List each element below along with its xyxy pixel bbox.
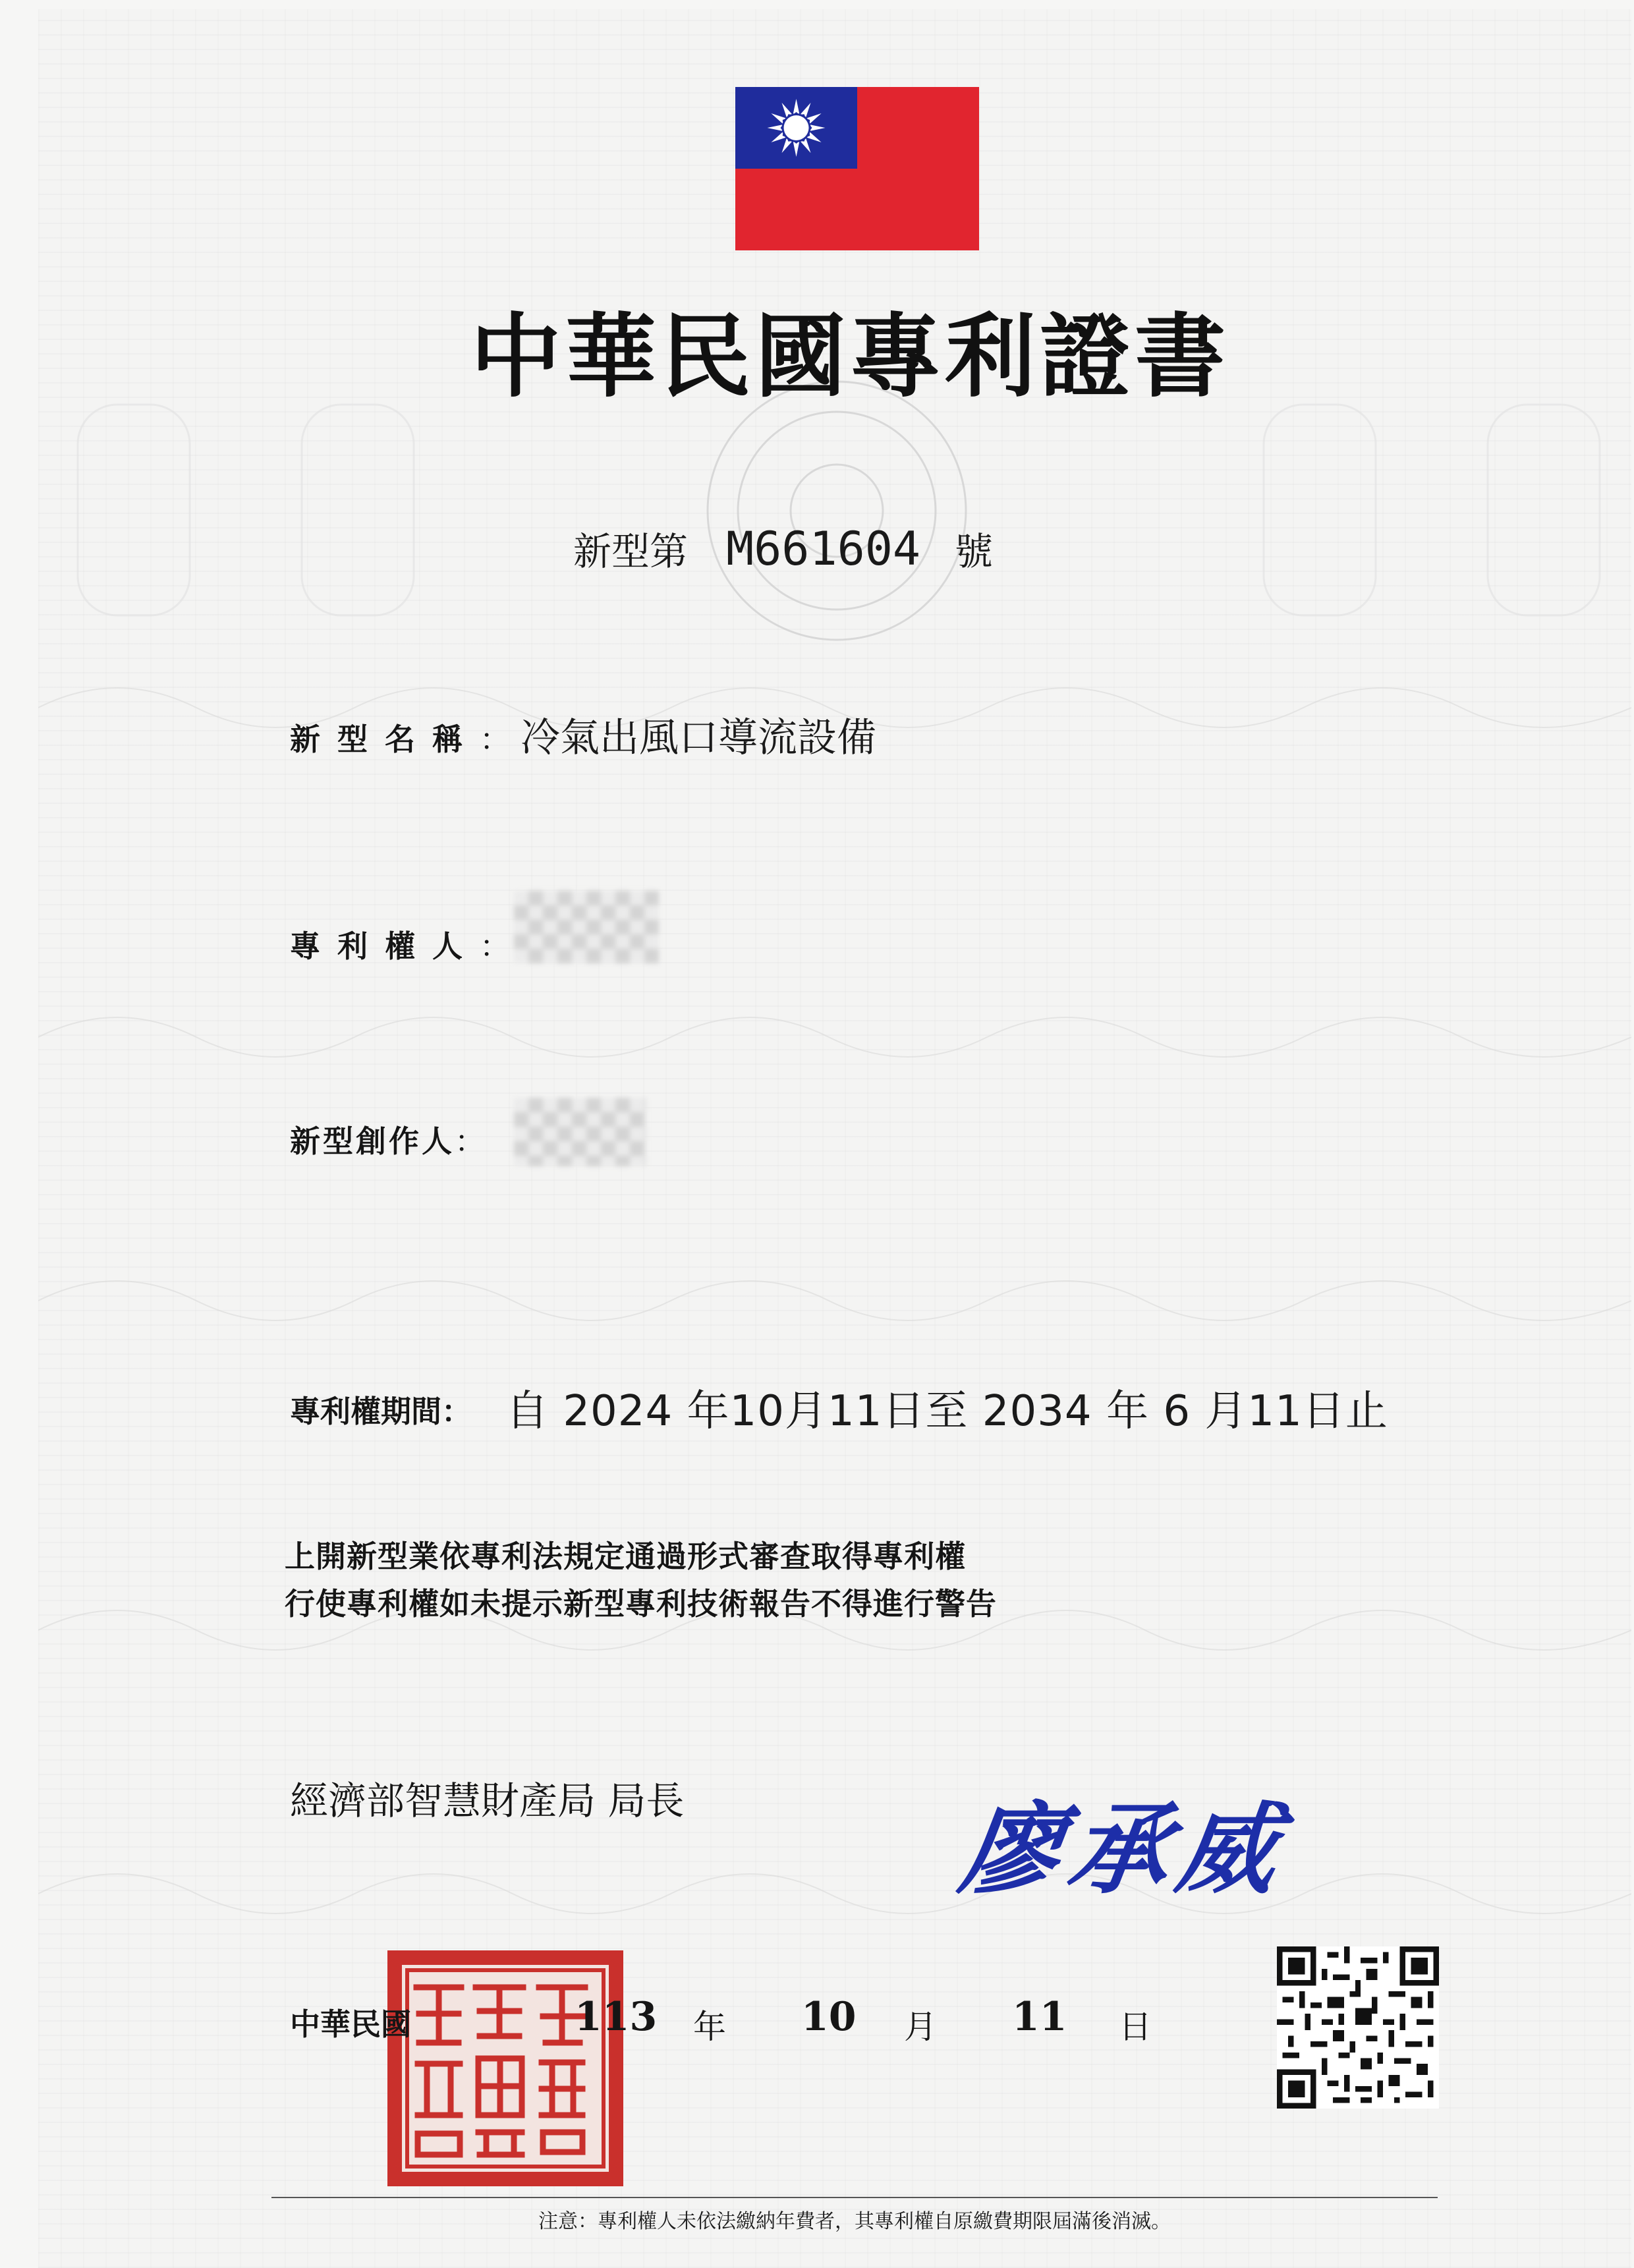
date-day-unit: 日 bbox=[1119, 2008, 1152, 2046]
field-owner-row bbox=[290, 922, 510, 966]
colon: ： bbox=[480, 722, 510, 757]
date-month: 10 bbox=[801, 1994, 857, 2040]
date-year: 113 bbox=[575, 1994, 658, 2040]
date-year-unit: 年 bbox=[693, 2008, 726, 2046]
colon: ： bbox=[480, 928, 510, 964]
note-line-1: 上開新型業依專利法規定通過形式審查取得專利權 bbox=[285, 1539, 966, 1574]
colon: ： bbox=[455, 1123, 485, 1159]
qr-code bbox=[1277, 1946, 1439, 2109]
director-signature: 廖承威 bbox=[953, 1792, 1295, 1908]
date-day: 11 bbox=[1012, 1994, 1067, 2040]
issuer-title: 經濟部智慧財產局 局長 bbox=[290, 1778, 685, 1823]
redacted-patentee bbox=[514, 891, 659, 963]
creator-label: 新型創作人 bbox=[290, 1123, 455, 1159]
patentee-label: 專利權人 bbox=[290, 928, 480, 964]
embossed-seal bbox=[702, 376, 972, 646]
number-prefix: 新型第 bbox=[573, 529, 689, 574]
patent-number: M661604 bbox=[726, 522, 921, 576]
date-era: 中華民國 bbox=[290, 2006, 411, 2042]
footer-divider bbox=[271, 2197, 1438, 2198]
number-suffix: 號 bbox=[955, 529, 994, 574]
certificate-number bbox=[573, 521, 993, 600]
official-seal-stamp bbox=[387, 1950, 623, 2186]
note-line-2: 行使專利權如未提示新型專利技術報告不得進行警告 bbox=[285, 1586, 997, 1622]
model-name-value: 冷氣出風口導流設備 bbox=[521, 715, 876, 761]
date-month-unit: 月 bbox=[904, 2008, 937, 2046]
term-value: 自 2024 年10月11日至 2034 年 6 月11日止 bbox=[506, 1387, 1388, 1436]
field-creator-row bbox=[290, 1118, 485, 1161]
model-name-label: 新型名稱 bbox=[290, 722, 480, 757]
certificate-title: 中華民國專利證書 bbox=[470, 302, 1229, 410]
field-name-row bbox=[290, 716, 510, 759]
redacted-creator bbox=[514, 1098, 646, 1166]
term-label: 專利權期間： bbox=[290, 1394, 472, 1429]
national-flag bbox=[735, 87, 979, 250]
footer-note: 注意：專利權人未依法繳納年費者，其專利權自原繳費期限屆滿後消滅。 bbox=[538, 2210, 1171, 2233]
